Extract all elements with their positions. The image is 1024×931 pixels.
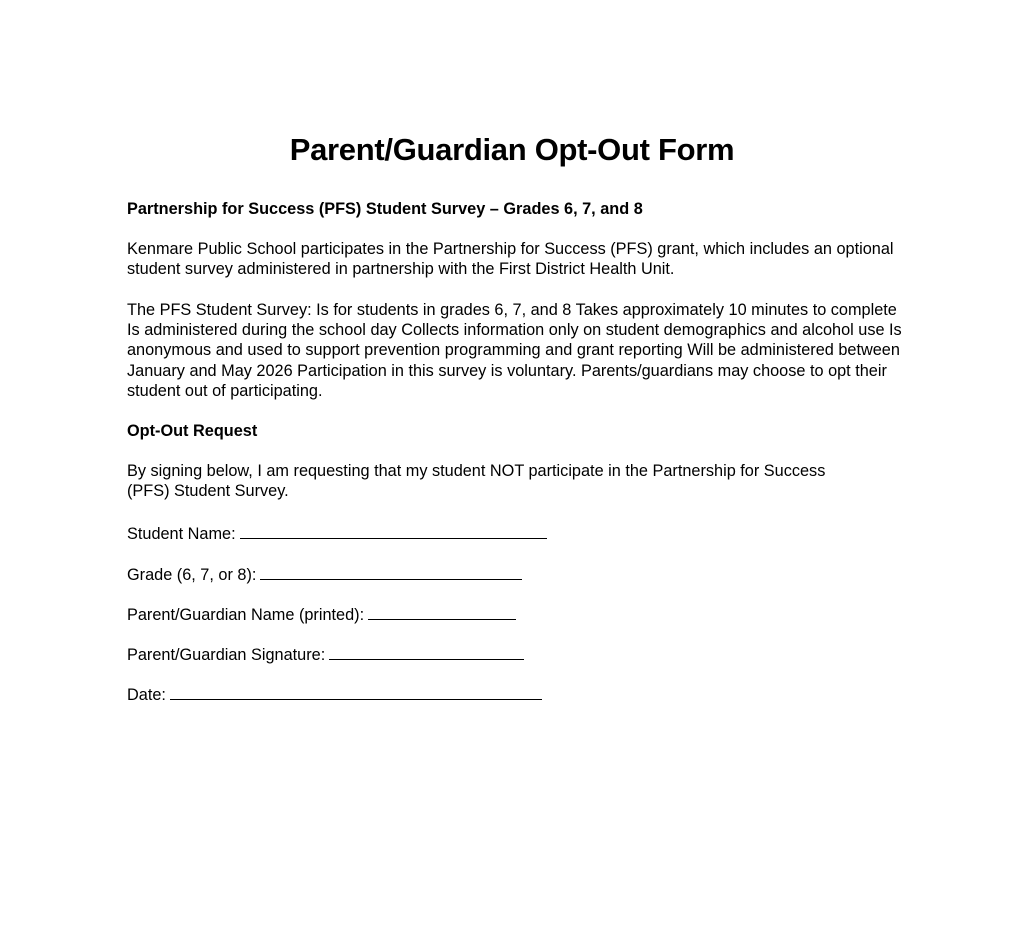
opt-out-heading: Opt-Out Request [127, 422, 258, 440]
student-name-field[interactable] [127, 522, 547, 544]
survey-description-paragraph: The PFS Student Survey: Is for students in grades 6, 7, and 8 Takes approximately 10 minutes to complete Is administered during the school day Collects information only on student demographics and alcohol use Is anonymous and used to support prevention programming and grant reporting Will be administered between January and May 2026 Participation in this survey is voluntary. Parents/guardians may choose to opt their student out of participating. [127, 301, 902, 400]
guardian-name-label: Parent/Guardian Name (printed): [127, 606, 365, 624]
student-name-label: Student Name: [127, 525, 236, 543]
grade-blank[interactable] [260, 563, 522, 580]
guardian-name-blank[interactable] [368, 603, 516, 620]
grade-label: Grade (6, 7, or 8): [127, 566, 257, 584]
survey-subtitle: Partnership for Success (PFS) Student Survey – Grades 6, 7, and 8 [127, 200, 643, 218]
guardian-name-field[interactable] [127, 603, 516, 625]
guardian-signature-field[interactable] [127, 643, 524, 665]
grade-field[interactable] [127, 563, 522, 585]
guardian-signature-label: Parent/Guardian Signature: [127, 646, 326, 664]
page-title: Parent/Guardian Opt-Out Form [289, 132, 735, 167]
guardian-signature-blank[interactable] [329, 643, 524, 660]
date-blank[interactable] [170, 683, 542, 700]
date-field[interactable] [127, 683, 542, 705]
date-label: Date: [127, 686, 166, 704]
opt-out-statement: By signing below, I am requesting that my student NOT participate in the Partnership for Success (PFS) Student Survey. [127, 462, 826, 501]
intro-paragraph: Kenmare Public School participates in the Partnership for Success (PFS) grant, which includes an optional student survey administered in partnership with the First District Health Unit. [127, 240, 894, 279]
student-name-blank[interactable] [240, 522, 547, 539]
